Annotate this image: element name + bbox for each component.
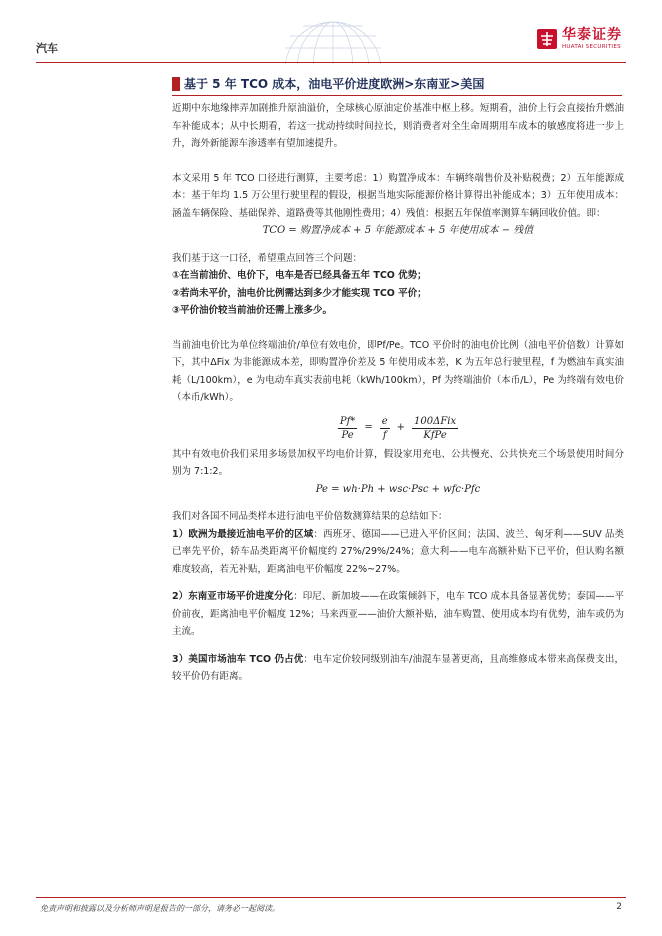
footer-divider xyxy=(36,897,626,898)
question-2: ②若尚未平价，油电价比例需达到多少才能实现 TCO 平价； xyxy=(172,287,427,299)
page-number: 2 xyxy=(616,902,622,912)
logo-english-name: HUATAI SECURITIES xyxy=(562,44,621,50)
question-1: ①在当前油价、电价下，电车是否已经具备五年 TCO 优势； xyxy=(172,270,427,281)
conclusion-us-heading: 3）美国市场油车 TCO 仍占优 xyxy=(172,653,304,665)
conclusion-us-body: ：电车定价较同级别油车/油混车显著更高，且高维修成本带来高保费支出，较平价仍有距离。 xyxy=(172,653,624,682)
formula-plus: + xyxy=(396,422,406,434)
company-logo xyxy=(537,28,622,51)
parity-multiple-formula xyxy=(172,415,624,442)
summary-intro: 我们对各国不同品类样本进行油电平价倍数测算结果的总结如下： xyxy=(172,511,448,522)
section-title: 基于 5 年 TCO 成本，油电平价进度欧洲>东南亚>美国 xyxy=(184,77,485,91)
weighted-price-formula: Pe = wh·Ph + wsc·Psc + wfc·Pfc xyxy=(315,483,481,495)
conclusion-us xyxy=(172,651,624,686)
conclusion-europe-body: ：西班牙、德国——已进入平价区间；法国、波兰、匈牙利——SUV 品类已率先平价，轿车品类距离平价幅度约 27%/29%/24%；意大利——电车高额补贴下已平价，但认购名额难度较高，若无补贴，距离油电平价幅度 22%~27%。 xyxy=(172,528,624,575)
formula-term1-denominator: f xyxy=(382,429,387,441)
tco-formula: TCO = 购置净成本 + 5 年能源成本 + 5 年使用成本 − 残值 xyxy=(262,225,534,236)
formula-term1-numerator: e xyxy=(381,415,388,427)
section-marker xyxy=(172,77,180,91)
huatai-logo-icon xyxy=(537,29,557,49)
formula-lhs-denominator: Pe xyxy=(341,429,354,441)
formula-term2-numerator: 100ΔFix xyxy=(414,415,457,427)
report-category-label: 汽车 xyxy=(36,42,58,55)
effective-price-paragraph: 其中有效电价我们采用多场景加权平均电价计算，假设家用充电、公共慢充、公共快充三个场景使用时间分别为 7:1:2。 xyxy=(172,448,624,477)
formula-term2-denominator: KfPe xyxy=(423,429,447,441)
questions-intro: 我们基于这一口径，希望重点回答三个问题： xyxy=(172,252,363,264)
formula-lhs-numerator: Pf* xyxy=(339,415,356,427)
methodology-paragraph: 本文采用 5 年 TCO 口径进行测算，主要考虑：1）购置净成本：车辆终端售价及补贴税费；2）五年能源成本：基于年均 1.5 万公里行驶里程的假设，根据当地实际能源价格计算得出补能成本；3）五年使用成本：涵盖车辆保险、基础保养、道路费等其他刚性费用；4）残值：根据五年保值率测算车辆回收价值。即： xyxy=(172,172,624,219)
footer-disclaimer: 免责声明和披露以及分析师声明是报告的一部分，请务必一起阅读。 xyxy=(40,904,280,913)
price-ratio-paragraph: 当前油电价比为单位终端油价/单位有效电价，即Pf/Pe。TCO 平价时的油电价比例（油电平价倍数）计算如下，其中ΔFix 为非能源成本差，即购置净价差及 5 年使用成本差，K 为五年总行驶里程，f 为燃油车真实油耗（L/100km），e 为电动车真实表前电耗（kWh/100km），Pf 为终端油价（本币/L），Pe 为终端有效电价（本币/kWh）。 xyxy=(172,339,624,403)
conclusion-europe-heading: 1）欧洲为最接近油电平价的区域 xyxy=(172,528,314,540)
intro-paragraph: 近期中东地缘摔弄加剧推升原油溢价，全球核心原油定价基准中枢上移。短期看，油价上行会直接抬升燃油车补能成本；从中长期看，若这一扰动持续时间拉长，则消费者对全生命周期用车成本的敏感度将进一步上升，海外新能源车渗透率有望加速提升。 xyxy=(172,103,624,149)
report-body xyxy=(172,100,624,686)
header-divider xyxy=(36,62,626,63)
question-3: ③平价油价较当前油价还需上涨多少。 xyxy=(172,305,333,316)
section-divider xyxy=(172,95,622,96)
conclusion-sea-heading: 2）东南亚市场平价进度分化 xyxy=(172,591,294,602)
logo-chinese-name: 华泰证券 xyxy=(562,27,622,43)
formula-equals: = xyxy=(364,422,373,434)
conclusion-southeast-asia xyxy=(172,588,624,641)
conclusion-sea-body: ：印尼、新加坡——在政策倾斜下，电车 TCO 成本具备显著优势；泰国——平价前夜，距离油电平价幅度 12%；马来西亚——油价大额补贴，油车购置、使用成本均有优势，油车或仍为主流。 xyxy=(172,591,624,637)
conclusion-europe xyxy=(172,526,624,579)
globe-watermark-graphic xyxy=(268,18,398,64)
